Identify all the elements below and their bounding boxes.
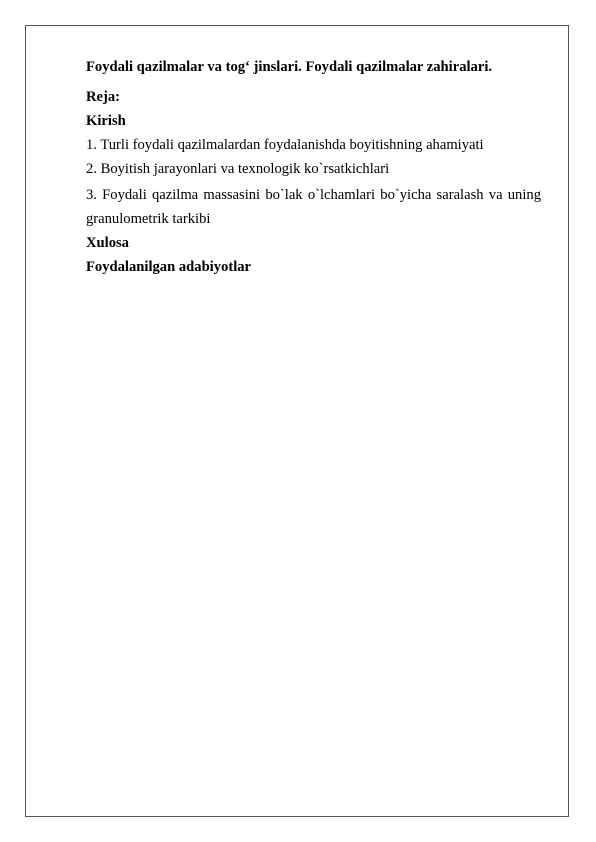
plan-item-3: 3. Foydali qazilma massasini bo`lak o`lchamlari bo`yicha saralash va uning granulometrik tarkibi <box>86 187 541 227</box>
document-title: Foydali qazilmalar va tog‘ jinslari. Foydali qazilmalar zahiralari. <box>86 59 493 75</box>
conclusion-heading: Xulosa <box>86 235 129 251</box>
intro-heading: Kirish <box>86 113 126 129</box>
document-content <box>86 57 541 281</box>
plan-heading: Reja: <box>86 89 121 105</box>
references-heading: Foydalanilgan adabiyotlar <box>86 259 252 275</box>
plan-item-2: 2. Boyitish jarayonlari va texnologik ko`rsatkichlari <box>86 161 390 177</box>
plan-item-1: 1. Turli foydali qazilmalardan foydalanishda boyitishning ahamiyati <box>86 137 484 153</box>
